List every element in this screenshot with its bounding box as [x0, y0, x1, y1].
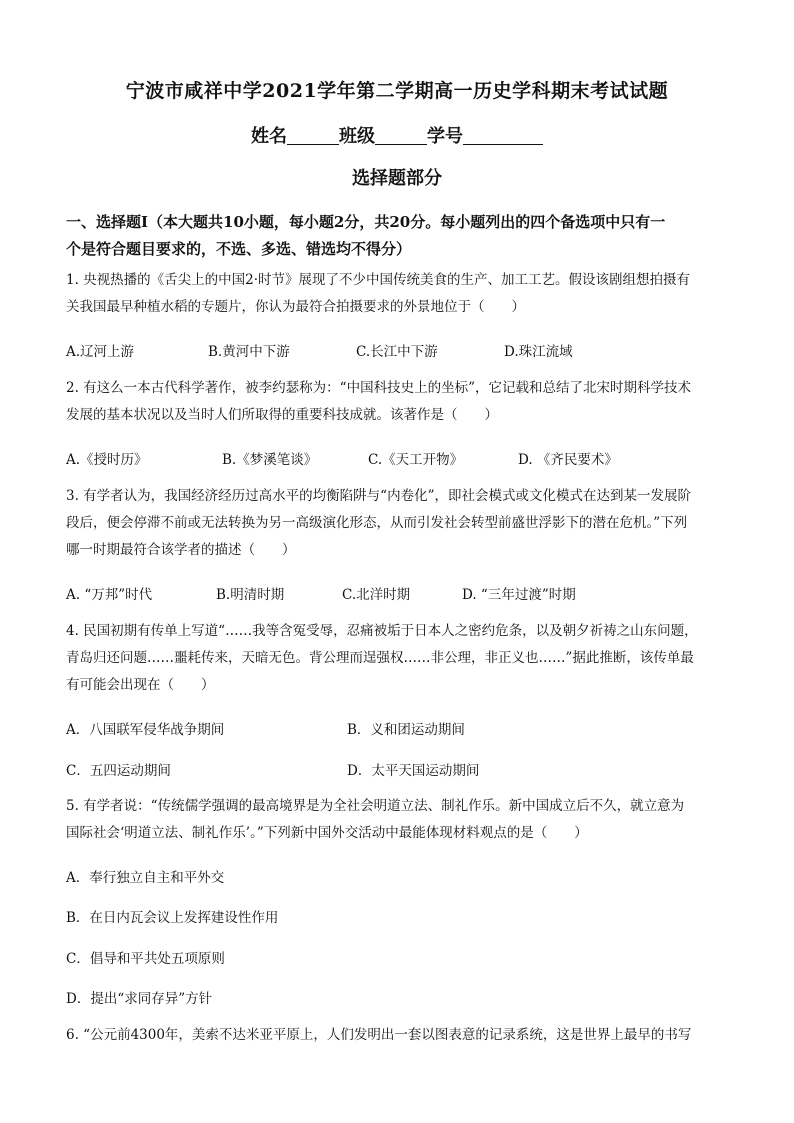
option-b[interactable]: B.黄河中下游 [208, 344, 290, 360]
question-text-line: 国际社会‘明道立法、制礼作乐’。”下列新中国外交活动中最能体现材料观点的是（ ） [66, 825, 588, 841]
question-text-line: 发展的基本状况以及当时人们所取得的重要科技成就。该著作是（ ） [66, 407, 498, 423]
option-d[interactable]: D. 《齐民要术》 [518, 452, 618, 468]
name-label: 姓名 [251, 126, 287, 147]
class-label: 班级 [339, 126, 375, 147]
question-2 [66, 375, 738, 429]
question-text-line: 6. “公元前4300年，美索不达米亚平原上，人们发明出一套以图表意的记录系统，这是世界上最早的书写 [66, 1027, 692, 1043]
question-4 [66, 618, 738, 699]
section-title: 选择题部分 [352, 168, 442, 189]
instructions-line: 一、选择题Ⅰ（本大题共10小题，每小题2分，共20分。每小题列出的四个备选项中只有一 [66, 213, 666, 231]
option-d[interactable]: D.珠江流域 [504, 344, 573, 360]
option-c[interactable]: C．五四运动期间 [66, 763, 171, 779]
name-blank[interactable] [287, 126, 339, 145]
question-text-line: 1. 央视热播的《舌尖上的中国2·时节》展现了不少中国传统美食的生产、加工工艺。假设该剧组想拍摄有 [66, 272, 691, 288]
question-1 [66, 267, 738, 321]
section-instructions [66, 209, 736, 263]
option-b[interactable]: B.《梦溪笔谈》 [222, 452, 318, 468]
question-text-line: 关我国最早种植水稻的专题片，你认为最符合拍摄要求的外景地位于（ ） [66, 299, 525, 315]
student-info-row [0, 122, 794, 148]
option-c[interactable]: C．倡导和平共处五项原则 [66, 951, 225, 967]
question-5 [66, 793, 738, 847]
option-d[interactable]: D．太平天国运动期间 [347, 763, 480, 779]
number-blank[interactable] [463, 126, 543, 145]
option-d[interactable]: D. “三年过渡”时期 [462, 587, 576, 603]
option-c[interactable]: C.长江中下游 [356, 344, 438, 360]
number-label: 学号 [427, 126, 463, 147]
question-text-line: 有可能会出现在（ ） [66, 677, 215, 693]
question-text-line: 5. 有学者说：“传统儒学强调的最高境界是为全社会明道立法、制礼作乐。新中国成立后不久，就立意为 [66, 798, 685, 814]
option-c[interactable]: C.北洋时期 [342, 587, 411, 603]
question-6 [66, 1022, 738, 1049]
question-text-line: 段后，便会停滞不前或无法转换为另一高级演化形态，从而引发社会转型前盛世浮影下的潜在危机。”下列 [66, 515, 688, 531]
option-a[interactable]: A．八国联军侵华战争期间 [66, 722, 225, 738]
option-c[interactable]: C.《天工开物》 [368, 452, 464, 468]
option-a[interactable]: A．奉行独立自主和平外交 [66, 870, 225, 886]
question-3 [66, 483, 738, 564]
option-a[interactable]: A.《授时历》 [66, 452, 148, 468]
instructions-line: 个是符合题目要求的，不选、多选、错选均不得分） [66, 240, 412, 258]
option-b[interactable]: B.明清时期 [216, 587, 285, 603]
option-d[interactable]: D．提出“求同存异”方针 [66, 991, 213, 1007]
question-text-line: 青岛归还问题……噩耗传来，天暗无色。背公理而逞强权……非公理，非正义也……”据此推断，该传单最 [66, 650, 694, 666]
question-text-line: 3. 有学者认为，我国经济经历过高水平的均衡陷阱与“内卷化”，即社会模式或文化模式在达到某一发展阶 [66, 488, 691, 504]
class-blank[interactable] [375, 126, 427, 145]
question-text-line: 哪一时期最符合该学者的描述（ ） [66, 542, 296, 558]
option-b[interactable]: B．在日内瓦会议上发挥建设性作用 [66, 910, 279, 926]
option-a[interactable]: A. “万邦”时代 [66, 587, 153, 603]
option-b[interactable]: B．义和团运动期间 [347, 722, 465, 738]
option-a[interactable]: A.辽河上游 [66, 344, 135, 360]
question-text-line: 2. 有这么一本古代科学著作，被李约瑟称为：“中国科技史上的坐标”，它记载和总结了北宋时期科学技术 [66, 380, 691, 396]
exam-title: 宁波市咸祥中学2021学年第二学期高一历史学科期末考试试题 [125, 80, 669, 102]
question-text-line: 4. 民国初期有传单上写道“……我等含冤受辱，忍痛被垢于日本人之密约危条，以及朝夕祈祷之山东问题， [66, 623, 698, 639]
